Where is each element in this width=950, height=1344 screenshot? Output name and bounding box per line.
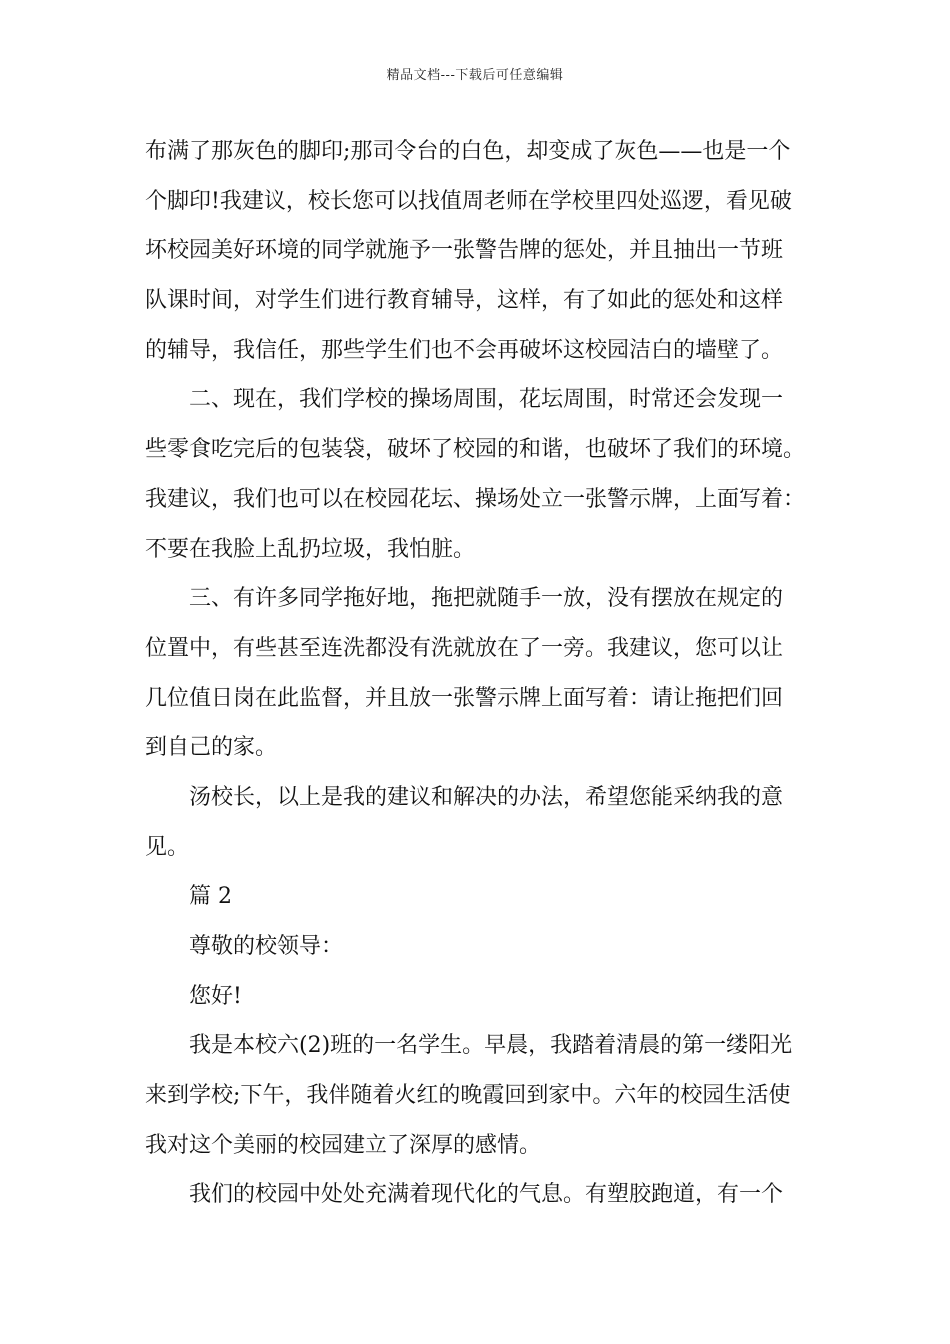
text-line: 到自己的家。 <box>145 735 278 761</box>
text-line: 的辅导，我信任，那些学生们也不会再破坏这校园洁白的墙壁了。 <box>145 337 784 363</box>
text-line: 坏校园美好环境的同学就施予一张警告牌的惩处，并且抽出一节班 <box>145 238 784 264</box>
text-line: 个脚印!我建议，校长您可以找值周老师在学校里四处巡逻，看见破 <box>145 188 792 214</box>
page-header: 精品文档---下载后可任意编辑 <box>386 68 564 83</box>
text-line: 我对这个美丽的校园建立了深厚的感情。 <box>145 1132 542 1158</box>
text-line: 不要在我脸上乱扔垃圾，我怕脏。 <box>145 536 476 562</box>
text-line: 队课时间，对学生们进行教育辅导，这样，有了如此的惩处和这样 <box>145 288 784 314</box>
text-line: 位置中，有些甚至连洗都没有洗就放在了一旁。我建议，您可以让 <box>145 635 784 661</box>
text-line: 我是本校六(2)班的一名学生。早晨，我踏着清晨的第一缕阳光 <box>189 1033 793 1059</box>
text-line: 三、有许多同学拖好地，拖把就随手一放，没有摆放在规定的 <box>189 586 784 612</box>
text-line: 见。 <box>145 834 190 860</box>
document-body <box>145 127 825 1220</box>
greeting: 您好! <box>189 983 242 1009</box>
text-line: 些零食吃完后的包装袋，破坏了校园的和谐，也破坏了我们的环境。 <box>145 437 806 463</box>
salutation: 尊敬的校领导： <box>189 934 344 959</box>
text-line: 我建议，我们也可以在校园花坛、操场处立一张警示牌，上面写着： <box>145 486 806 512</box>
text-line: 布满了那灰色的脚印;那司令台的白色，却变成了灰色——也是一个 <box>145 139 791 164</box>
text-line: 汤校长，以上是我的建议和解决的办法，希望您能采纳我的意 <box>189 784 784 810</box>
text-line: 我们的校园中处处充满着现代化的气息。有塑胶跑道，有一个 <box>189 1182 784 1208</box>
text-line: 来到学校;下午，我伴随着火红的晚霞回到家中。六年的校园生活使 <box>145 1083 791 1109</box>
section-heading: 篇 2 <box>189 884 232 910</box>
text-line: 二、现在，我们学校的操场周围，花坛周围，时常还会发现一 <box>189 387 784 413</box>
text-line: 几位值日岗在此监督，并且放一张警示牌上面写着：请让拖把们回 <box>145 685 784 711</box>
